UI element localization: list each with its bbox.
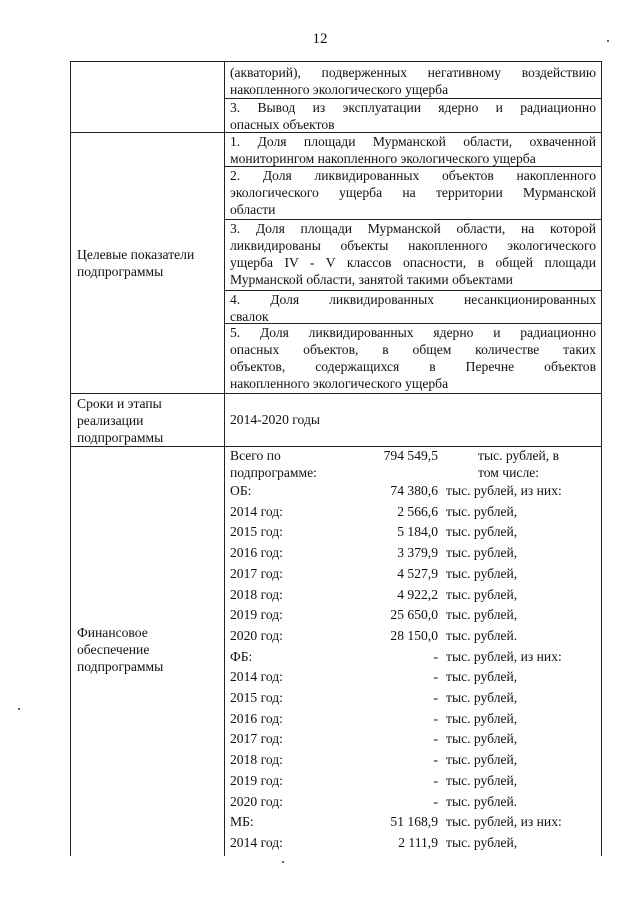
finance-row-year: 2015 год: — [230, 690, 283, 705]
indicator-3 — [230, 220, 596, 288]
finance-row — [230, 564, 600, 584]
finance-row-unit: тыс. рублей, — [446, 834, 518, 850]
finance-row-unit: тыс. рублей. — [446, 793, 518, 809]
indicator-line: экологического ущерба на территории Мурманской — [230, 185, 596, 200]
finance-row — [230, 585, 600, 605]
finance-total-value: 794 549,5 — [383, 448, 438, 463]
finance-row-unit: тыс. рублей, — [446, 710, 518, 726]
finance-row-year: 2018 год: — [230, 586, 283, 602]
finance-row-value: - — [433, 731, 438, 747]
finance-row-unit: тыс. рублей, — [446, 607, 518, 623]
finance-row-year: 2017 год: — [230, 565, 283, 581]
finance-row — [230, 626, 600, 646]
finance-total-row-1 — [230, 447, 600, 464]
top-row-1-line2: накопленного экологического ущерба — [230, 82, 449, 97]
scan-speck — [282, 861, 284, 863]
finance-row-year: 2020 год: — [230, 793, 283, 809]
finance-row-year: 2014 год: — [230, 834, 283, 850]
finance-row-value: - — [433, 710, 438, 726]
indicator-line: накопленного экологического ущерба — [230, 376, 449, 391]
indicator-2 — [230, 167, 596, 218]
table-border-left — [70, 61, 71, 856]
top-row-1 — [230, 64, 596, 98]
indicator-line: объектов, содержащихся в Перечне объектов — [230, 359, 596, 374]
finance-total-row-2 — [230, 464, 600, 481]
finance-row-year: 2014 год: — [230, 503, 283, 519]
finance-row — [230, 688, 600, 708]
finance-row-year: ФБ: — [230, 648, 253, 664]
finance-row-year: 2020 год: — [230, 627, 283, 643]
indicator-line: мониторингом накопленного экологического ущерба — [230, 151, 536, 166]
targets-label: Целевые показатели подпрограммы — [77, 247, 195, 279]
period-label: Сроки и этапы реализации подпрограммы — [77, 396, 164, 445]
finance-row — [230, 481, 600, 501]
finance-row-value: 74 380,6 — [390, 483, 438, 498]
finance-row-year: 2014 год: — [230, 669, 283, 685]
finance-row-unit: тыс. рублей, из них: — [446, 483, 562, 498]
finance-row-unit: тыс. рублей, из них: — [446, 814, 562, 830]
finance-row-unit: тыс. рублей, — [446, 503, 518, 519]
finance-row-year: 2015 год: — [230, 524, 283, 540]
finance-row — [230, 543, 600, 563]
indicator-line: 5. Доля ликвидированных ядерно и радиационно — [230, 325, 596, 340]
indicator-line: области — [230, 202, 276, 217]
finance-row — [230, 605, 600, 625]
finance-row-unit: тыс. рублей, — [446, 690, 518, 705]
finance-row — [230, 522, 600, 542]
table-top-border — [70, 61, 602, 62]
finance-row-value: 4 922,2 — [397, 586, 438, 602]
finance-row-value: 51 168,9 — [390, 814, 438, 830]
finance-row-unit: тыс. рублей, — [446, 524, 518, 540]
indicator-line: 2. Доля ликвидированных объектов накопленного — [230, 168, 596, 183]
indicator-5 — [230, 324, 596, 392]
table-border-right — [601, 61, 602, 856]
finance-row — [230, 771, 600, 791]
row-divider — [70, 393, 602, 394]
indicator-4 — [230, 291, 596, 325]
finance-row-unit: тыс. рублей, — [446, 669, 518, 685]
finance-row-unit: тыс. рублей, — [446, 752, 518, 768]
finance-row — [230, 667, 600, 687]
finance-row-unit: тыс. рублей, из них: — [446, 648, 562, 664]
finance-row-year: МБ: — [230, 814, 254, 830]
finance-row — [230, 812, 600, 832]
indicator-line: 4. Доля ликвидированных несанкционированных — [230, 292, 596, 307]
finance-row-value: 28 150,0 — [390, 627, 438, 643]
indicator-line: свалок — [230, 309, 269, 324]
finance-row — [230, 833, 600, 853]
top-row-1-line1: (акваторий), подверженных негативному воздействию — [230, 65, 596, 80]
table-column-divider — [224, 61, 225, 856]
indicator-line: Мурманской области, занятой такими объектами — [230, 272, 513, 287]
finance-row-year: ОБ: — [230, 483, 252, 498]
top-row-2-line1: 3. Вывод из эксплуатации ядерно и радиационно — [230, 100, 596, 115]
finance-total-unit: тыс. рублей, в — [478, 448, 560, 463]
finance-row-value: 4 527,9 — [397, 565, 438, 581]
finance-row-unit: тыс. рублей, — [446, 545, 518, 561]
indicator-line: ущерба IV - V классов опасности, в общей площади — [230, 255, 596, 270]
period-value: 2014-2020 годы — [230, 412, 320, 427]
finance-row-unit: тыс. рублей, — [446, 772, 518, 788]
finance-row — [230, 750, 600, 770]
scan-speck — [18, 708, 20, 710]
finance-row-value: 2 566,6 — [397, 503, 438, 519]
finance-row-year: 2017 год: — [230, 731, 283, 747]
finance-total-unit: том числе: — [478, 465, 540, 480]
finance-row-year: 2019 год: — [230, 772, 283, 788]
finance-row-unit: тыс. рублей, — [446, 586, 518, 602]
finance-row-year: 2019 год: — [230, 607, 283, 623]
top-row-2-line2: опасных объектов — [230, 117, 335, 132]
scan-speck — [607, 40, 609, 42]
finance-row-value: 25 650,0 — [390, 607, 438, 623]
finance-row-value: - — [433, 690, 438, 705]
finance-total-label: подпрограмме: — [230, 465, 317, 480]
page-number: 12 — [312, 31, 328, 47]
finance-row — [230, 502, 600, 522]
finance-row-value: 2 111,9 — [398, 834, 438, 850]
finance-row-value: 3 379,9 — [397, 545, 438, 561]
finance-row-value: - — [433, 772, 438, 788]
finance-row-value: 5 184,0 — [397, 524, 438, 540]
finance-row-value: - — [433, 793, 438, 809]
finance-row-unit: тыс. рублей, — [446, 565, 518, 581]
indicator-line: ликвидированы объекты накопленного экологического — [230, 238, 596, 253]
indicator-line: 1. Доля площади Мурманской области, охваченной — [230, 134, 596, 149]
finance-label: Финансовое обеспечение подпрограммы — [77, 625, 164, 674]
finance-row-unit: тыс. рублей. — [446, 627, 518, 643]
finance-total-label: Всего по — [230, 448, 281, 463]
finance-row — [230, 709, 600, 729]
finance-row-year: 2016 год: — [230, 710, 283, 726]
finance-row-unit: тыс. рублей, — [446, 731, 518, 747]
finance-row — [230, 792, 600, 812]
indicator-line: 3. Доля площади Мурманской области, на которой — [230, 221, 596, 236]
indicator-1 — [230, 133, 596, 167]
finance-row-value: - — [433, 648, 438, 664]
finance-row — [230, 729, 600, 749]
finance-row — [230, 647, 600, 667]
finance-row-year: 2018 год: — [230, 752, 283, 768]
finance-row-value: - — [433, 752, 438, 768]
finance-row-value: - — [433, 669, 438, 685]
finance-row-year: 2016 год: — [230, 545, 283, 561]
top-row-2 — [230, 99, 596, 133]
indicator-line: опасных объектов, в общем количестве таких — [230, 342, 596, 357]
